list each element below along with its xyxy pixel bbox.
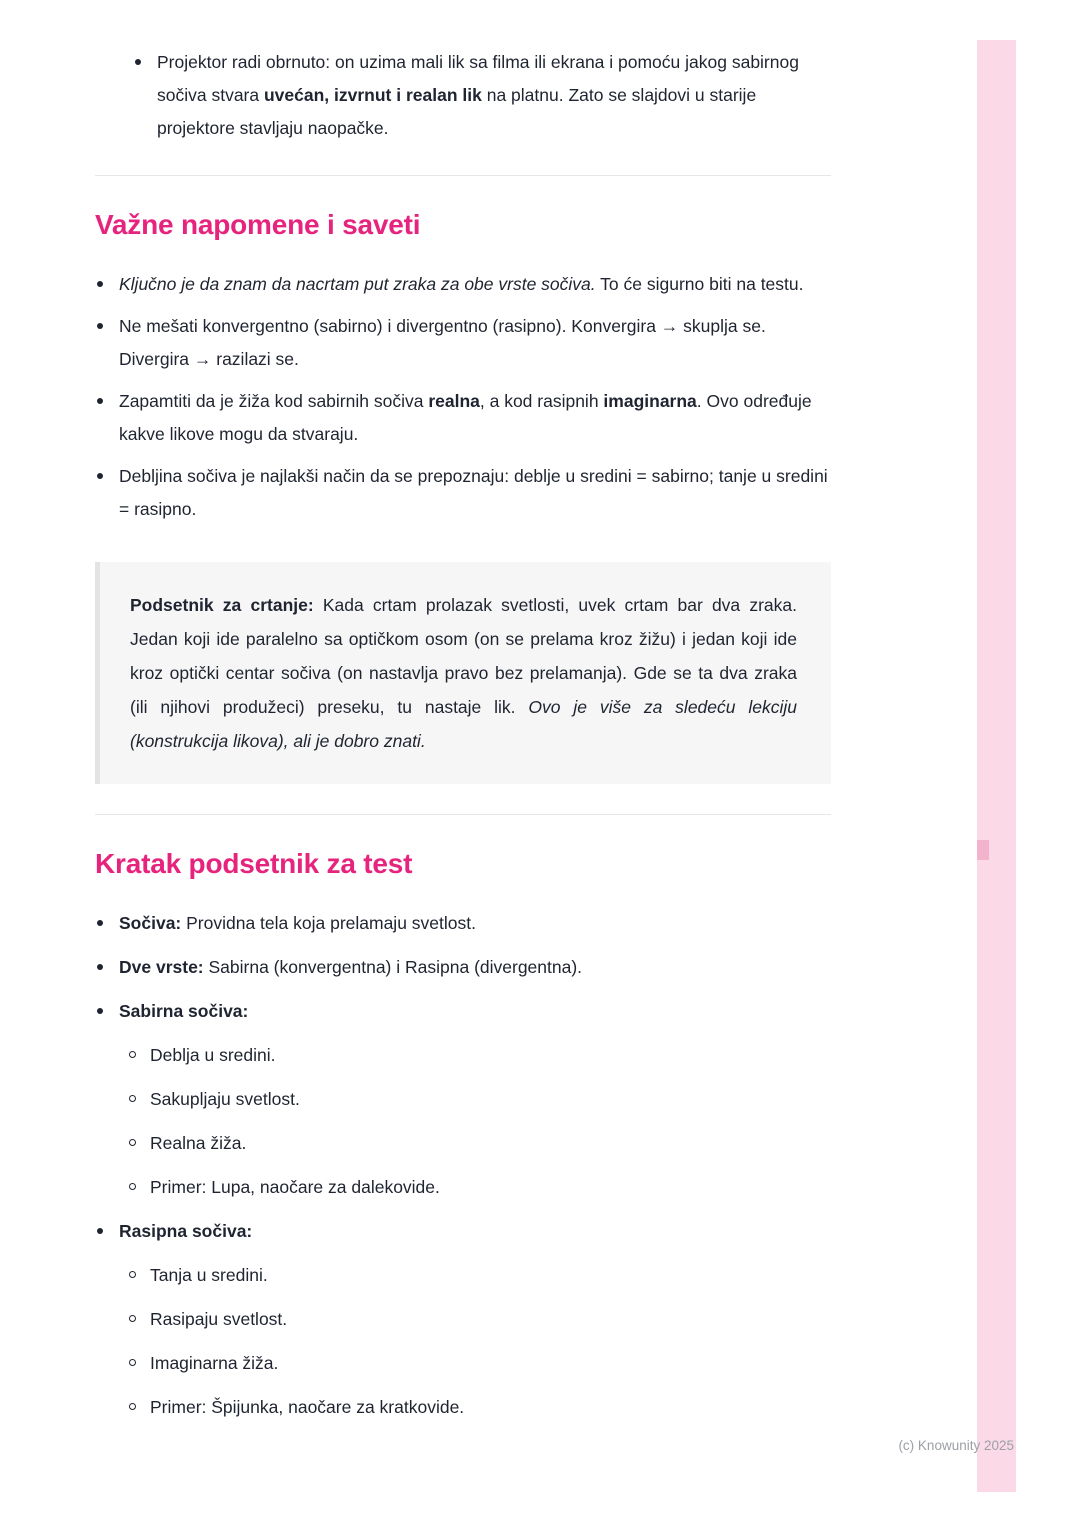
text-segment-bold: Sabirna sočiva: [119,1001,249,1021]
sub-bullet-list [119,1259,831,1424]
notes-bullet [95,268,831,301]
sub-bullet [127,1391,831,1424]
sub-bullet-marker-icon [129,1051,136,1058]
sub-bullet [127,1083,831,1116]
sub-bullet-marker-icon [129,1359,136,1366]
bullet-marker-icon [97,398,103,404]
bullet-marker-icon [97,281,103,287]
watermark: (c) Knowunity 2025 [898,1438,1014,1453]
sub-bullet [127,1039,831,1072]
notes-bullet [95,385,831,451]
sub-bullet-marker-icon [129,1139,136,1146]
notes-bullet-text [119,385,831,451]
text-segment-bold: Dve vrste: [119,957,204,977]
text-segment: Zapamtiti da je žiža kod sabirnih sočiva [119,391,429,411]
strip-marker [977,840,989,860]
top-bullet [95,46,831,145]
summary-bullet [95,907,831,940]
text-segment-bold: Rasipna sočiva: [119,1221,253,1241]
notes-bullet [95,310,831,376]
sub-bullet-text: Rasipaju svetlost. [150,1309,288,1329]
text-segment-bold: imaginarna [603,391,697,411]
bullet-marker-icon [97,473,103,479]
summary-bullet-text [119,1215,831,1424]
sub-bullet-text: Realna žiža. [150,1133,247,1153]
sub-bullet-text: Sakupljaju svetlost. [150,1089,300,1109]
divider [95,175,831,176]
notes-bullet-text [119,460,831,526]
text-segment: . Ovo određuje kakve likove mogu da stvaraju. [119,391,812,444]
text-segment-bold: Sočiva: [119,913,182,933]
sub-bullet-list [119,1039,831,1204]
summary-bullet-text [119,995,831,1204]
bullet-marker-icon [135,59,141,65]
sub-bullet-text: Primer: Lupa, naočare za dalekovide. [150,1177,440,1197]
summary-bullet-text [119,951,831,984]
callout-note-italic: Ovo je više za sledeću lekciju (konstrukcija likova), ali je dobro znati. [130,697,797,751]
drawing-reminder-callout [95,562,831,784]
sub-bullet-text: Primer: Špijunka, naočare za kratkovide. [150,1397,465,1417]
summary-bullet [95,951,831,984]
sub-bullet [127,1259,831,1292]
text-segment: , a kod rasipnih [479,391,604,411]
top-bullet-text [157,46,831,145]
bullet-marker-icon [97,920,103,926]
notes-bullet-text [119,310,831,376]
text-segment-italic: Ključno je da znam da nacrtam put zraka za obe vrste sočiva. [119,274,596,294]
section-title-notes: Važne napomene i saveti [95,209,421,240]
sub-bullet-marker-icon [129,1403,136,1410]
sub-bullet-marker-icon [129,1271,136,1278]
bullet-marker-icon [97,323,103,329]
sub-bullet-text: Imaginarna žiža. [150,1353,279,1373]
divider [95,814,831,815]
sub-bullet [127,1171,831,1204]
section-title-summary: Kratak podsetnik za test [95,848,413,879]
summary-bullet [95,1215,831,1424]
text-segment: na platnu. Zato se slajdovi u starije projektore stavljaju naopačke. [157,85,757,138]
sub-bullet [127,1303,831,1336]
text-segment-bold: uvećan, izvrnut i realan lik [263,85,482,105]
sub-bullet-marker-icon [129,1095,136,1102]
text-segment: Providna tela koja prelamaju svetlost. [181,913,476,933]
summary-list [95,907,831,1424]
bullet-marker-icon [97,964,103,970]
side-strip [977,40,1016,1492]
callout-body: Kada crtam prolazak svetlosti, uvek crtam bar dva zraka. Jedan koji ide paralelno sa optičkom osom (on se prelama kroz žižu) i jedan koji ide kroz optički centar sočiva (on nastavlja pravo bez prelamanja). Gde se ta dva zraka (ili njihovi produžeci) preseku, tu nastaje lik. [130,595,797,717]
text-segment: Projektor radi obrnuto: on uzima mali lik sa filma ili ekrana i pomoću jakog sabirnog sočiva stvara [157,52,799,105]
sub-bullet-marker-icon [129,1183,136,1190]
summary-bullet [95,995,831,1204]
callout-label: Podsetnik za crtanje: [130,595,314,615]
text-segment-bold: realna [428,391,480,411]
text-segment: Ne mešati konvergentno (sabirno) i divergentno (rasipno). Konvergira → skuplja se. Divergira → razilazi se. [119,316,766,369]
bullet-marker-icon [97,1228,103,1234]
sub-bullet-text: Deblja u sredini. [150,1045,276,1065]
text-segment: Debljina sočiva je najlakši način da se prepoznaju: deblje u sredini = sabirno; tanje u sredini = rasipno. [119,466,828,519]
sub-bullet-text: Tanja u sredini. [150,1265,268,1285]
text-segment: Sabirna (konvergentna) i Rasipna (divergentna). [203,957,583,977]
notes-bullet [95,460,831,526]
summary-bullet-text [119,907,831,940]
sub-bullet-marker-icon [129,1315,136,1322]
bullet-marker-icon [97,1008,103,1014]
text-segment: To će sigurno biti na testu. [595,274,804,294]
content [95,46,831,1435]
sub-bullet [127,1127,831,1160]
sub-bullet [127,1347,831,1380]
notes-bullet-text [119,268,831,301]
